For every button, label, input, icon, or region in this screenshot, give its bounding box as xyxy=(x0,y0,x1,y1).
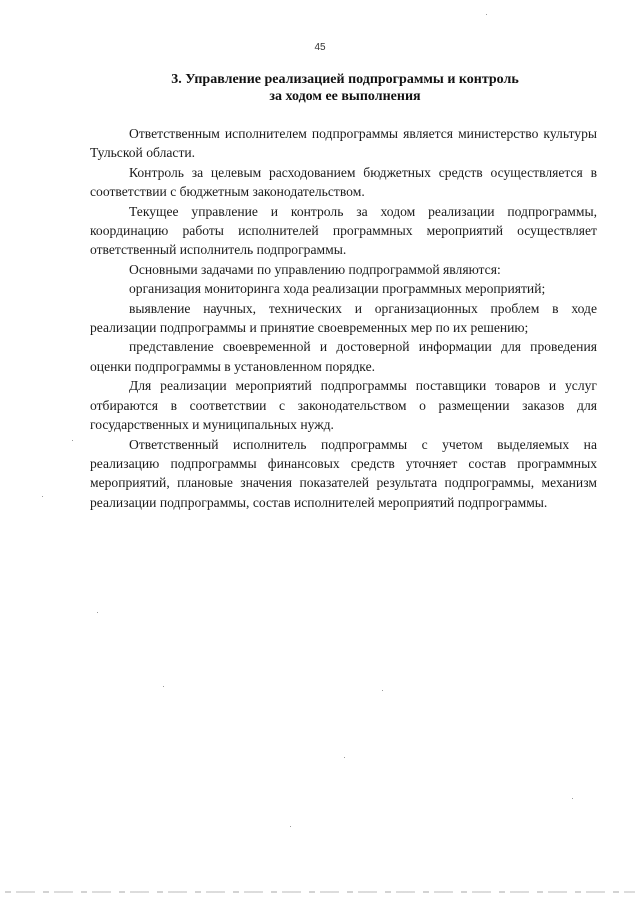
section-heading xyxy=(90,71,600,105)
paragraph-task-problems: выявление научных, технических и организационных проблем в ходе реализации подпрограммы и принятие своевременных мер по их решению; xyxy=(90,300,597,336)
scan-speck xyxy=(290,826,291,827)
paragraph-task-reporting: представление своевременной и достоверной информации для проведения оценки подпрограммы в установленном порядке. xyxy=(90,339,597,374)
section-heading-line-2: за ходом ее выполнения xyxy=(269,89,421,104)
scan-speck xyxy=(42,496,43,497)
paragraph-suppliers: Для реализации мероприятий подпрограммы поставщики товаров и услуг отбираются в соответствии с законодательством о размещении заказов для государственных и муниципальных нужд. xyxy=(90,378,597,433)
scan-speck xyxy=(382,690,383,691)
paragraph-responsible-executor: Ответственным исполнителем подпрограммы является министерство культуры Тульской области. xyxy=(90,126,597,161)
body-text xyxy=(90,124,597,512)
scan-edge-artifact xyxy=(5,891,635,893)
scan-speck xyxy=(163,686,164,687)
scan-speck xyxy=(486,14,487,15)
paragraph-current-management: Текущее управление и контроль за ходом реализации подпрограммы, координацию работы исполнителей программных мероприятий осуществляет ответственный исполнитель подпрограммы. xyxy=(90,203,597,258)
scan-speck xyxy=(97,612,98,613)
scan-speck xyxy=(572,798,573,799)
scan-speck xyxy=(72,440,73,441)
scan-speck xyxy=(344,757,345,758)
paragraph-main-tasks: Основными задачами по управлению подпрограммой являются: xyxy=(129,261,501,277)
section-heading-line-1: 3. Управление реализацией подпрограммы и контроль xyxy=(171,72,519,87)
page-number: 45 xyxy=(314,42,326,53)
paragraph-task-monitoring: организация мониторинга хода реализации программных мероприятий; xyxy=(129,281,546,297)
paragraph-spending-control: Контроль за целевым расходованием бюджетных средств осуществляется в соответствии с бюджетным законодательством. xyxy=(90,164,597,200)
paragraph-refinement: Ответственный исполнитель подпрограммы с учетом выделяемых на реализацию подпрограммы финансовых средств уточняет состав программных мероприятий, плановые значения показателей результата подпрограммы, механизм реализации подпрограммы, состав исполнителей мероприятий подпрограммы. xyxy=(90,436,597,510)
